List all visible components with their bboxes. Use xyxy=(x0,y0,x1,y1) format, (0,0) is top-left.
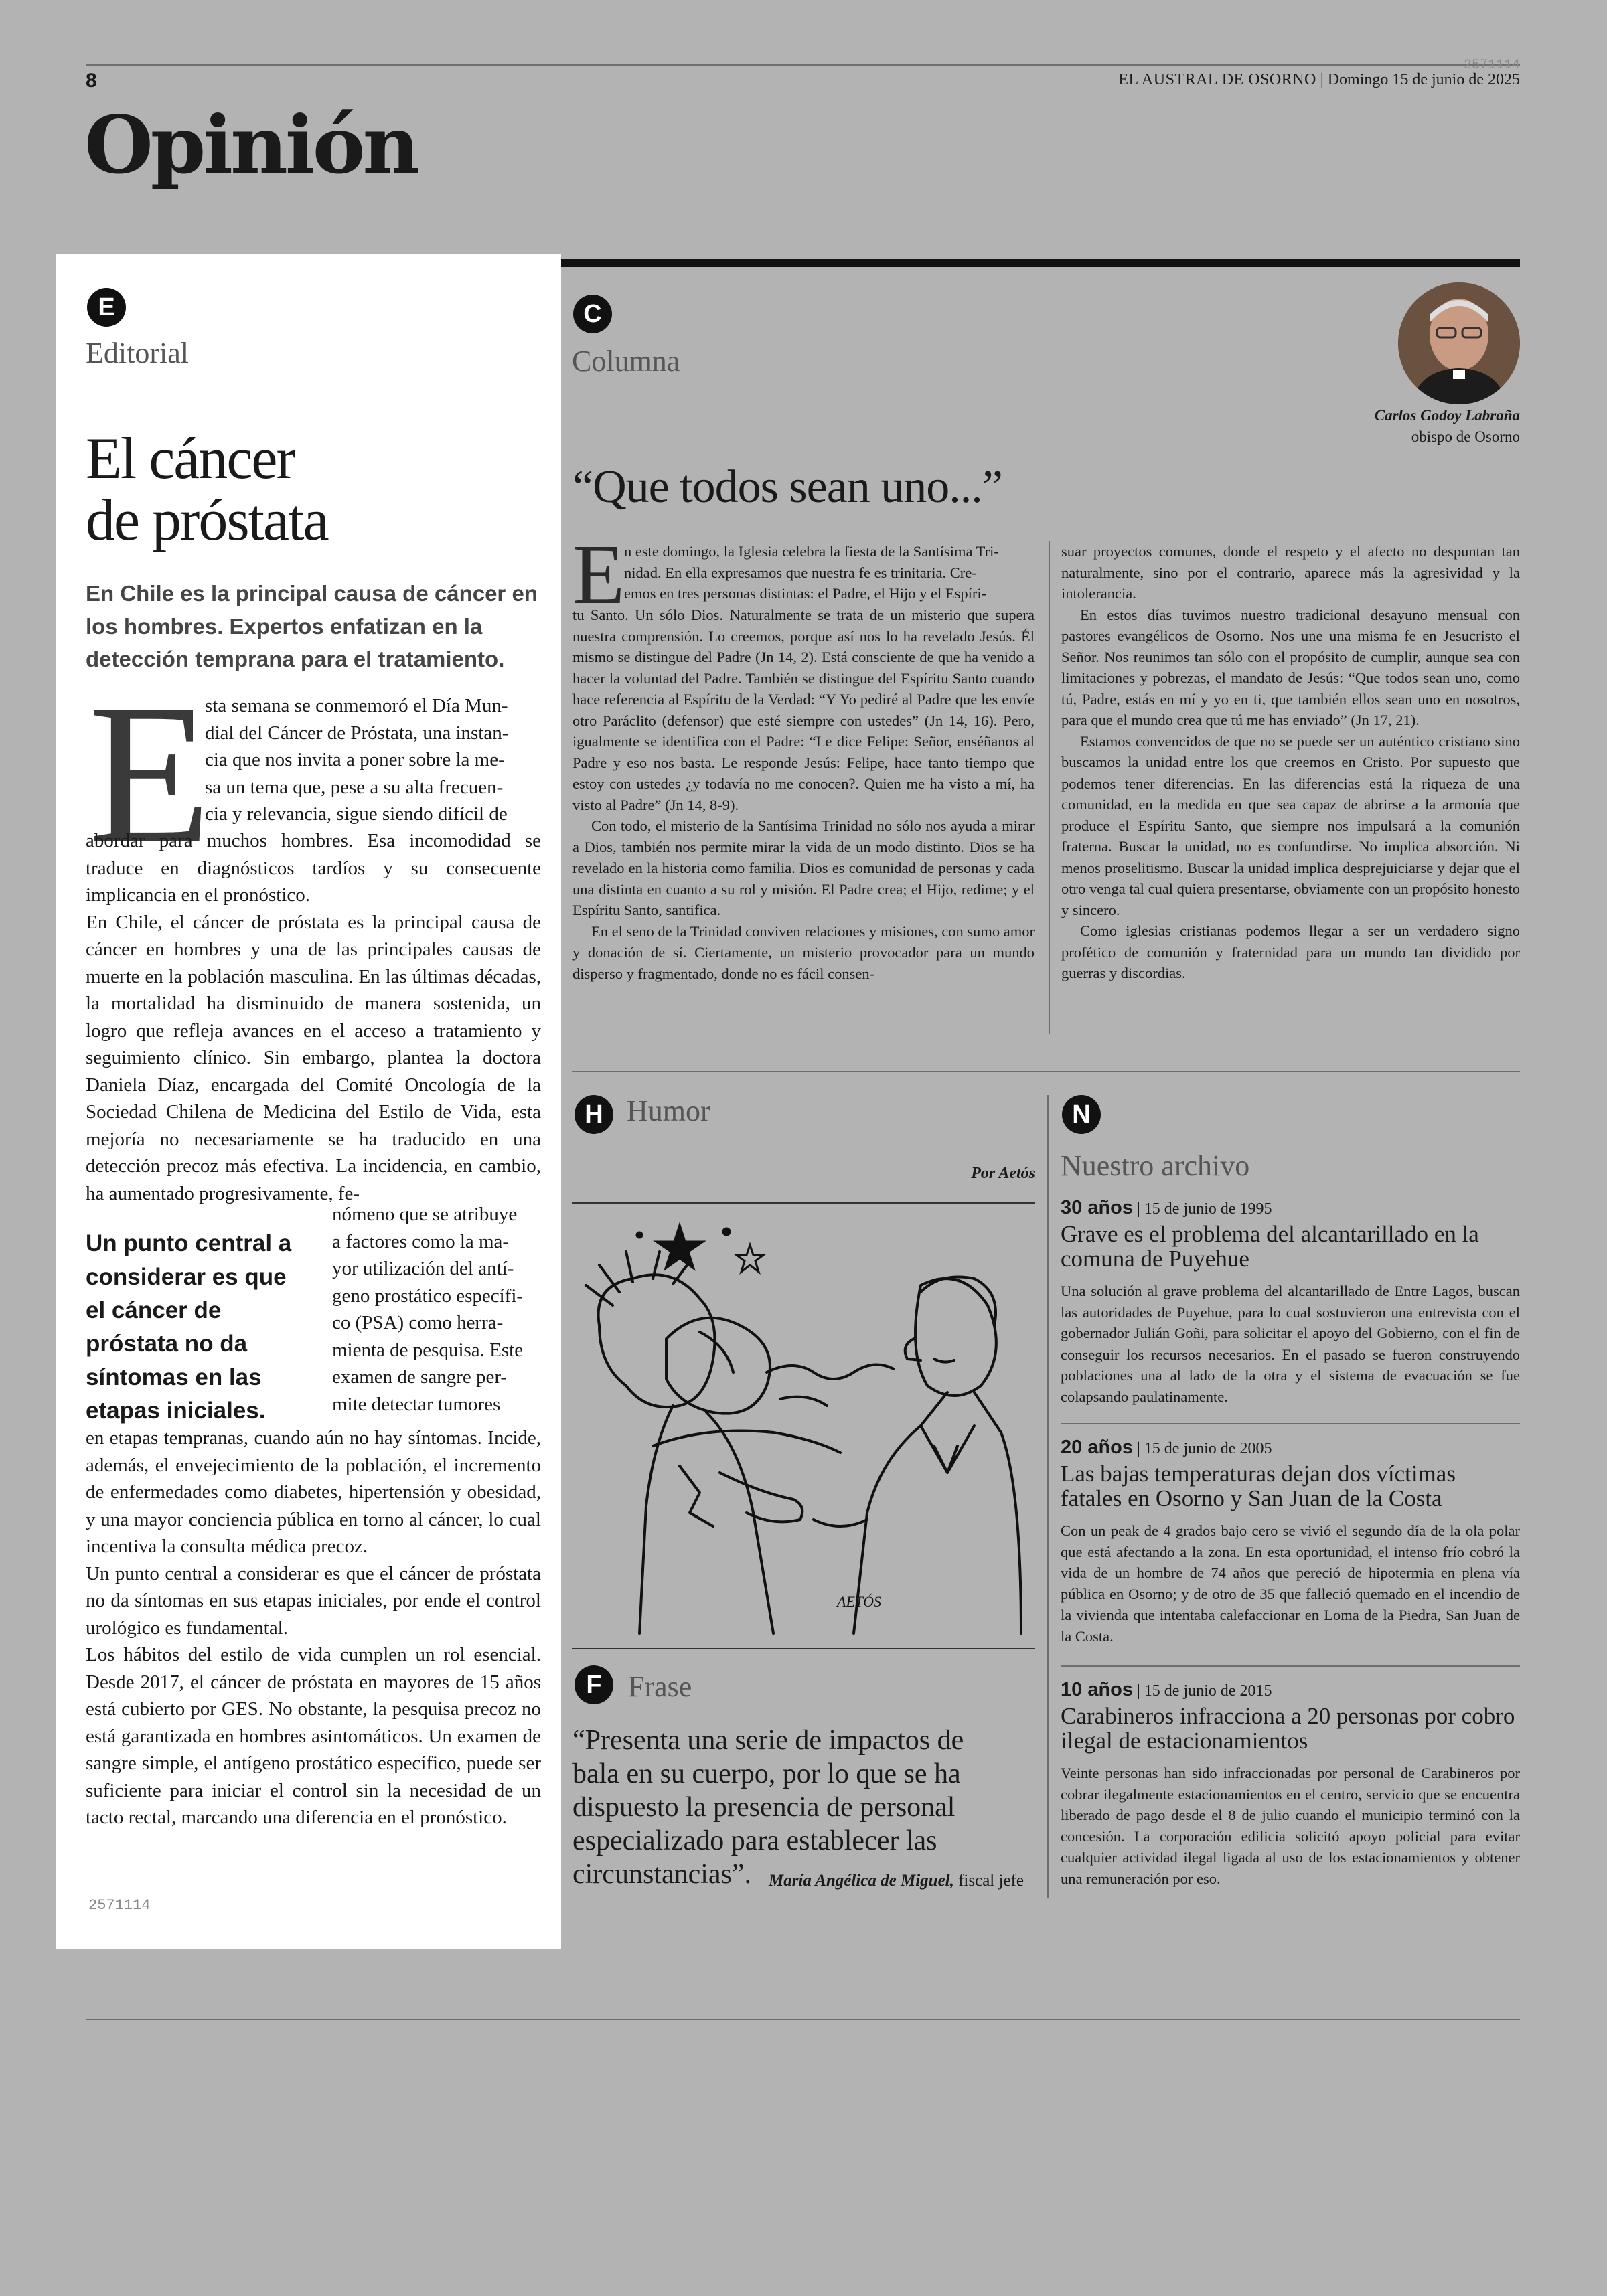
humor-credit: Por Aetós xyxy=(971,1165,1035,1182)
column-badge: C xyxy=(573,295,612,333)
editorial-dropcap: E xyxy=(88,663,212,885)
wrap-line: mite detectar tumores xyxy=(332,1393,501,1415)
column-author-role: obispo de Osorno xyxy=(1411,428,1520,445)
wrap-line: mienta de pesquisa. Este xyxy=(332,1339,524,1361)
humor-badge: H xyxy=(575,1095,613,1134)
editorial-para2-end: en etapas tempranas, cuando aún no hay síntomas. Incide, además, el envejecimiento de la población, el incremento de enfermedades como diabetes, hipertensión y obesidad, y una mayor conciencia pública en torno al cáncer, lo cual incentiva la consulta médica precoz. xyxy=(86,1427,541,1557)
column-body-right xyxy=(1061,541,1520,984)
column-kicker: Columna xyxy=(572,345,680,378)
page-code: 2571114 xyxy=(1463,58,1520,73)
column-intro-line: emos en tres personas distintas: el Padre, el Hijo y el Espíri- xyxy=(624,585,987,602)
editorial-kicker: Editorial xyxy=(86,337,189,370)
intro-line: sta semana se conmemoró el Día Mun- xyxy=(205,695,508,716)
archivo-date: | 15 de junio de 2005 xyxy=(1137,1440,1272,1457)
column-para1: tu Santo. Un sólo Dios. Naturalmente se trata de un misterio que supera nuestra comprensión. Lo creemos, porque así nos lo ha revelado Jesús. Él mismo se distingue del Padre (Jn 14, 2). Está consciente de que ha venido a hacer la voluntad del Padre. También se distingue del Espíritu Santo cuando hace referencia al Espíritu de la Verdad: “Y Yo pediré al Padre que les envíe otro Paráclito (defensor) que esté siempre con ustedes” (Jn 14, 16). Pero, igualmente se identifica con el Padre: “Le dice Felipe: Señor, enséñanos al Padre y eso nos basta. Le responde Jesús: Felipe, hace tanto tiempo que estoy con ustedes ¿y todavía no me conocen?. Quien me ha visto a mí, ha visto al Padre” (Jn 14, 8-9). xyxy=(572,606,1035,813)
masthead-separator: | xyxy=(1320,71,1328,88)
archivo-badge: N xyxy=(1062,1095,1101,1134)
editorial-intro xyxy=(205,692,540,828)
archivo-years: 20 años xyxy=(1061,1437,1133,1458)
archivo-years: 10 años xyxy=(1061,1679,1133,1700)
archivo-kicker: Nuestro archivo xyxy=(1061,1149,1250,1182)
column-bottom-rule xyxy=(572,1071,1520,1072)
editorial-para3: Un punto central a considerar es que el cáncer de próstata no da síntomas en sus etapas iniciales, por ende el control urológico es fundamental. xyxy=(86,1562,541,1639)
wrap-line: geno prostático específi- xyxy=(332,1285,524,1307)
editorial-body-bottom xyxy=(86,1424,541,1831)
author-portrait-icon xyxy=(1398,282,1520,404)
editorial-wrap xyxy=(332,1201,541,1418)
editorial-deck: En Chile es la principal causa de cáncer en los hombres. Expertos enfatizan en la detección temprana para el tratamiento. xyxy=(86,581,538,671)
editorial-badge: E xyxy=(87,288,126,327)
column-para4: suar proyectos comunes, donde el respeto y el afecto no despuntan tan naturalmente, sino por el contrario, aparece más la agresividad y la intolerancia. xyxy=(1061,543,1520,602)
column-para7: Como iglesias cristianas podemos llegar a ser un verdadero signo profético de comunión y fraternidad para un mundo tan dividido por guerras y discordias. xyxy=(1061,922,1520,981)
archivo-body: Una solución al grave problema del alcantarillado de Entre Lagos, buscan las autoridades de Puyehue, para lo cual sostuvieron una entrevista con el gobernador Julián Goñi, para solicitar el apoyo del Gobierno, con el fin de conseguir los recursos necesarios. En el pasado se fueron construyendo poblaciones una al lado de la otra y el sistema de evacuación se fue colapsando paulatinamente. xyxy=(1061,1283,1520,1405)
intro-line: sa un tema que, pese a su alta frecuen- xyxy=(205,776,504,798)
frase-kicker: Frase xyxy=(628,1670,692,1703)
archivo-years-line xyxy=(1061,1679,1520,1701)
column-para3: En el seno de la Trinidad conviven relaciones y misiones, con sumo amor y donación de sí. Ciertamente, un misterio provocador para un mundo disperso y fragmentado, donde no es fácil consen- xyxy=(572,922,1035,982)
editorial-para4: Los hábitos del estilo de vida cumplen un rol esencial. Desde 2017, el cáncer de próstata en mayores de 15 años está cubierto por GES. No obstante, la pesquisa precoz no está garantizada en hombres asintomáticos. Un examen de sangre simple, el antígeno prostático específico, puede ser suficiente para iniciar el control sin la necesidad de un tacto rectal, marcando una diferencia en el pronóstico. xyxy=(86,1644,541,1828)
column-intro xyxy=(624,541,1034,604)
intro-line: dial del Cáncer de Próstata, una instan- xyxy=(205,722,509,744)
masthead xyxy=(1118,71,1520,89)
section-title: Opinión xyxy=(84,98,418,191)
archivo-years-line xyxy=(1061,1197,1520,1219)
editorial-para1: abordar para muchos hombres. Esa incomodidad se traduce en diagnósticos tardíos y su consecuente implicancia en el pronóstico. xyxy=(86,830,541,906)
wrap-line: nómeno que se atribuye xyxy=(332,1204,518,1225)
column-para5: En estos días tuvimos nuestro tradicional desayuno mensual con pastores evangélicos de Osorno. Nos une una misma fe en Jesucristo el Señor. Nos reunimos tan sólo con el propósito de cumplir, aunque sea con limitaciones y pobrezas, el mandato de Jesús: “Que todos sean uno, como tú, Padre, estás en mí y yo en ti, que también ellos sean uno en nosotros, para que el mundo crea que tú me has enviado” (Jn 17, 21). xyxy=(1061,606,1520,728)
issue-date: Domingo 15 de junio de 2025 xyxy=(1327,71,1520,88)
archivo-headline: Las bajas temperaturas dejan dos víctimas fatales en Osorno y San Juan de la Costa xyxy=(1061,1461,1456,1511)
frase-quote: “Presenta una serie de impactos de bala en su cuerpo, por lo que se ha dispuesto la presencia de personal especializado para establecer las circunstancias”. xyxy=(572,1725,964,1890)
humor-top-rule xyxy=(572,1202,1035,1204)
editorial-body-top xyxy=(86,827,541,1207)
humor-bottom-rule xyxy=(572,1648,1035,1649)
column-author: Carlos Godoy Labraña xyxy=(1374,407,1520,424)
frase-role: fiscal jefe xyxy=(958,1872,1024,1890)
archivo-years-line xyxy=(1061,1437,1520,1459)
wrap-line: co (PSA) como herra- xyxy=(332,1312,504,1333)
column-title: “Que todos sean uno...” xyxy=(572,461,1002,513)
frase-name: María Angélica de Miguel, xyxy=(769,1872,954,1890)
humor-kicker: Humor xyxy=(627,1094,710,1127)
column-intro-line: n este domingo, la Iglesia celebra la fiesta de la Santísima Tri- xyxy=(624,543,999,560)
frase-attribution xyxy=(769,1872,1024,1890)
editorial-para2: En Chile, el cáncer de próstata es la principal causa de cáncer en hombres y una de las principales causas de muerte en la población masculina. En las últimas décadas, la mortalidad ha disminuido de manera sostenida, un logro que refleja avances en el acceso a tratamiento y seguimiento clínico. Sin embargo, plantea la doctora Daniela Díaz, encargada del Comité Oncología de la Sociedad Chilena de Medicina del Estilo de Vida, esta mejoría no necesariamente se ha traducido en una detección precoz más efectiva. La incidencia, en cambio, ha aumentado progresivamente, fe- xyxy=(86,911,541,1204)
editorial-code: 2571114 xyxy=(88,1897,151,1914)
cartoon-drawing-icon xyxy=(572,1205,1035,1647)
archivo-item xyxy=(1061,1197,1520,1407)
page-number: 8 xyxy=(86,70,97,92)
editorial-title xyxy=(86,428,541,552)
column-para2: Con todo, el misterio de la Santísima Trinidad no sólo nos ayuda a mirar a Dios, también nos permite mirar la vida de un modo distinto. Dios se ha revelado en la historia como familia. Dios es comunidad de personas y cada una distinta en cuanto a su rol y misión. El Padre crea; el Hijo, redime; y el Espíritu Santo, santifica. xyxy=(572,817,1035,918)
archivo-headline: Carabineros infracciona a 20 personas por cobro ilegal de estacionamientos xyxy=(1061,1703,1515,1754)
column-para6: Estamos convencidos de que no se puede ser un auténtico cristiano sino buscamos la unidad entre los que creemos en Cristo. Por supuesto que podemos tener diferencias. En las diferencias está la riqueza de una comunidad, en la medida en que sea capaz de abrirse a la armonía que produce el Espíritu Santo, que siempre nos impulsará a la comunión fraterna. Buscar la unidad, no es confundirse. No implica absorción. Ni menos proselitismo. Buscar la unidad implica desprejuiciarse y dejar que el otro venga tal cual quiera presentarse, obviamente con un propósito honesto y sincero. xyxy=(1061,732,1520,918)
archivo-rule xyxy=(1061,1423,1520,1424)
archivo-date: | 15 de junio de 2015 xyxy=(1137,1682,1272,1700)
cartoon-signature: AETÓS xyxy=(837,1593,881,1610)
archivo-divider xyxy=(1047,1095,1049,1898)
humor-cartoon xyxy=(572,1205,1035,1647)
author-photo xyxy=(1398,282,1520,404)
top-rule xyxy=(86,64,1520,66)
wrap-line: examen de sangre per- xyxy=(332,1366,508,1388)
column-divider xyxy=(1049,541,1050,1034)
intro-line: cia que nos invita a poner sobre la me- xyxy=(205,749,505,770)
frase-badge: F xyxy=(575,1665,613,1704)
archivo-years: 30 años xyxy=(1061,1197,1133,1218)
editorial-title-line1: El cáncer xyxy=(86,426,295,491)
wrap-line: a factores como la ma- xyxy=(332,1230,510,1252)
archivo-body: Veinte personas han sido infraccionadas por personal de Carabineros por cobrar ilegalmente estacionamientos en el centro, servicio que se encuentra liberado de pago desde el 8 de julio cuando el municipio terminó con la concesión. La corporación edilicia solicitó apoyo policial para evitar cualquier actividad ilegal ligada al uso de los estacionamientos y obtener una remuneración por eso. xyxy=(1061,1765,1520,1887)
archivo-headline: Grave es el problema del alcantarillado en la comuna de Puyehue xyxy=(1061,1221,1479,1272)
wrap-line: yor utilización del antí- xyxy=(332,1258,514,1279)
editorial-pullquote: Un punto central a considerar es que el cáncer de próstata no da síntomas en las etapas iniciales. xyxy=(86,1230,292,1424)
newspaper-name: EL AUSTRAL DE OSORNO xyxy=(1118,71,1316,88)
intro-line: cia y relevancia, sigue siendo difícil de xyxy=(205,803,508,825)
column-intro-line: nidad. En ella expresamos que nuestra fe es trinitaria. Cre- xyxy=(624,564,977,581)
archivo-rule xyxy=(1061,1665,1520,1667)
editorial-title-line2: de próstata xyxy=(86,488,328,553)
column-dropcap: E xyxy=(572,527,625,622)
bottom-rule xyxy=(86,2019,1520,2020)
archivo-body: Con un peak de 4 grados bajo cero se vivió el segundo día de la ola polar que está afectando a la zona. En esta oportunidad, el intenso frío cobró la vida de un hombre de 74 años que pereció de hipotermia en plena vía pública en Osorno; y de otro de 35 que falleció quemado en el incendio de la vivienda que intentaba calefaccionar en Loma de la Piedra, San Juan de la Costa. xyxy=(1061,1522,1520,1645)
archivo-item xyxy=(1061,1437,1520,1647)
archivo-date: | 15 de junio de 1995 xyxy=(1137,1200,1272,1218)
archivo-item xyxy=(1061,1679,1520,1889)
column-body-left xyxy=(572,604,1035,984)
